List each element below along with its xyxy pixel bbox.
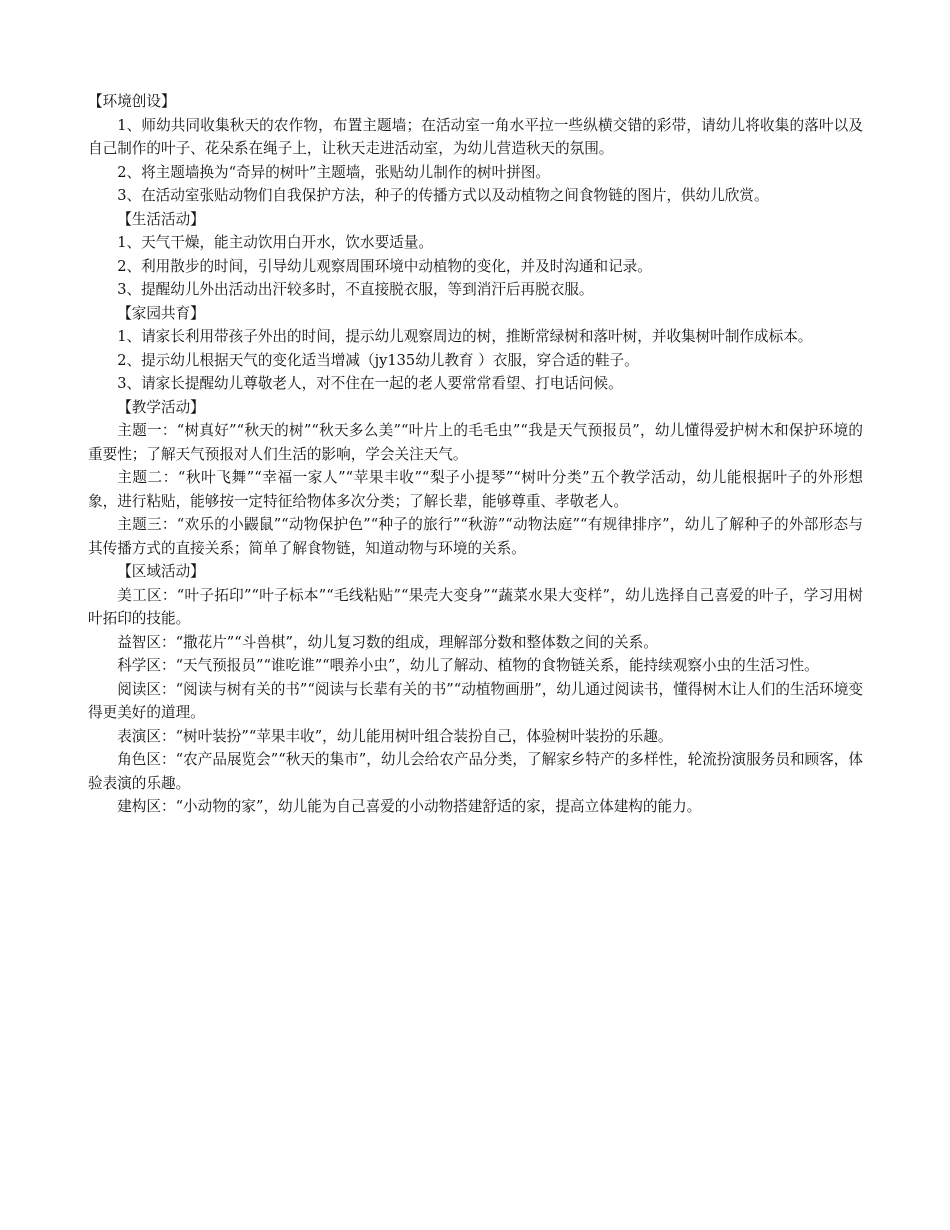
paragraph: 主题二：“秋叶飞舞”“幸福一家人”“苹果丰收”“梨子小提琴”“树叶分类”五个教学活动，幼儿能根据叶子的外形想象，进行粘贴，能够按一定特征给物体多次分类；了解长辈，能够尊重、孝敬老人。 [88,469,863,510]
paragraph: 建构区：“小动物的家”，幼儿能为自己喜爱的小动物搭建舒适的家，提高立体建构的能力。 [117,798,702,815]
paragraph: 阅读区：“阅读与树有关的书”“阅读与长辈有关的书”“动植物画册”，幼儿通过阅读书，懂得树木让人们的生活环境变得更美好的道理。 [88,680,863,721]
paragraph: 3、提醒幼儿外出活动出汗较多时，不直接脱衣服，等到消汗后再脱衣服。 [117,281,594,298]
paragraph: 益智区：“撒花片”“斗兽棋”，幼儿复习数的组成，理解部分数和整体数之间的关系。 [117,633,658,651]
paragraph: 科学区：“天气预报员”“谁吃谁”“喂养小虫”，幼儿了解动、植物的食物链关系，能持续观察小虫的生活习性。 [117,657,819,674]
paragraph: 2、利用散步的时间，引导幼儿观察周围环境中动植物的变化，并及时沟通和记录。 [117,257,652,275]
paragraph: 2、将主题墙换为“奇异的树叶”主题墙，张贴幼儿制作的树叶拼图。 [117,163,551,181]
paragraph: 1、请家长利用带孩子外出的时间，提示幼儿观察周边的树，推断常绿树和落叶树，并收集树叶制作成标本。 [117,328,813,345]
paragraph: 3、请家长提醒幼儿尊敬老人，对不住在一起的老人要常常看望、打电话问候。 [117,375,623,392]
section-heading-area-activities: 【区域活动】 [117,563,205,580]
section-heading-home-school: 【家园共育】 [117,304,205,322]
paragraph: 1、师幼共同收集秋天的农作物，布置主题墙；在活动室一角水平拉一些纵横交错的彩带，请幼儿将收集的落叶以及自己制作的叶子、花朵系在绳子上，让秋天走进活动室，为幼儿营造秋天的氛围。 [88,116,863,157]
document-body [88,90,863,819]
paragraph: 3、在活动室张贴动物们自我保护方法，种子的传播方式以及动植物之间食物链的图片，供幼儿欣赏。 [117,187,769,204]
paragraph: 1、天气干燥，能主动饮用白开水，饮水要适量。 [117,234,433,251]
paragraph: 主题一：“树真好”“秋天的树”“秋天多么美”“叶片上的毛毛虫”“我是天气预报员”，幼儿懂得爱护树木和保护环境的重要性；了解天气预报对人们生活的影响，学会关注天气。 [88,422,863,463]
section-heading-daily-life: 【生活活动】 [117,210,205,228]
paragraph: 2、提示幼儿根据天气的变化适当增减（jy135幼儿教育 ）衣服，穿合适的鞋子。 [117,351,639,369]
section-heading-environment: 【环境创设】 [88,93,176,110]
section-heading-teaching: 【教学活动】 [117,398,205,416]
paragraph: 表演区：“树叶装扮”“苹果丰收”，幼儿能用树叶组合装扮自己，体验树叶装扮的乐趣。 [117,727,673,745]
paragraph: 角色区：“农产品展览会”“秋天的集市”，幼儿会给农产品分类，了解家乡特产的多样性，轮流扮演服务员和顾客，体验表演的乐趣。 [88,751,863,792]
paragraph: 美工区：“叶子拓印”“叶子标本”“毛线粘贴”“果壳大变身”“蔬菜水果大变样”，幼儿选择自己喜爱的叶子，学习用树叶拓印的技能。 [88,586,863,627]
paragraph: 主题三：“欢乐的小鼹鼠”“动物保护色”“种子的旅行”“秋游”“动物法庭”“有规律排序”，幼儿了解种子的外部形态与其传播方式的直接关系；简单了解食物链，知道动物与环境的关系。 [88,516,863,557]
